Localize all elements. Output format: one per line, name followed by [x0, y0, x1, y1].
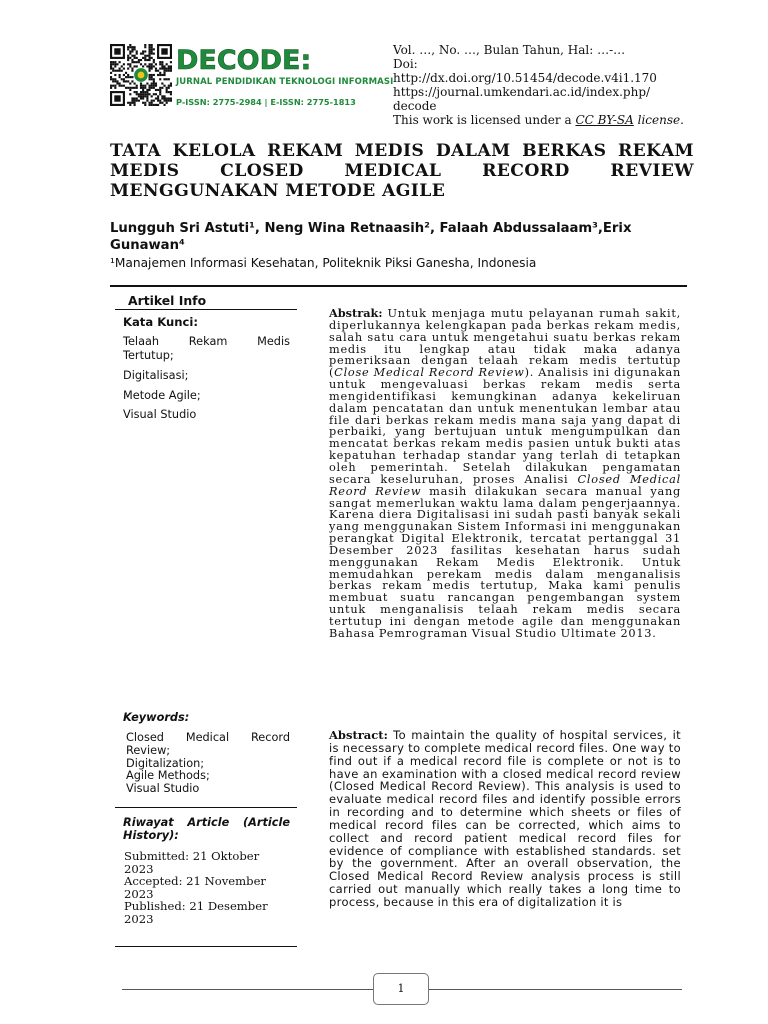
sidebar-divider-2 — [115, 807, 297, 808]
article-history-label: Riwayat Article (Article History): — [123, 816, 290, 842]
volume-line: Vol. …, No. …, Bulan Tahun, Hal: …-… — [393, 43, 626, 57]
kata-kunci-label: Kata Kunci: — [123, 315, 198, 329]
kata-kunci-item: Metode Agile; — [123, 389, 201, 402]
doi-link[interactable]: http://dx.doi.org/10.51454/decode.v4i1.170 — [393, 71, 657, 85]
journal-logo — [176, 45, 394, 107]
abstrak-text: ). Analisis ini digunakan untuk mengevaluasi berkas rekam medis serta mengidentifikasi kemungkinan adanya kekeliruan dalam pencatatan dan untuk menentukan lembar atau file dari berkas rekam medis mana saja yang dapat di perbaiki, yang bertujuan untuk mengumpulkan dan mencatat berkas rekam medis pasien untuk bukti atas kepatuhan terhadap standar yang terlah di tetapkan oleh pemerintah. Setelah dilakukan pengamatan secara keseluruhan, proses Analisi — [329, 366, 681, 486]
keyword-item: Closed Medical Record Review; — [126, 731, 290, 757]
keyword-item: Digitalization; — [126, 757, 205, 770]
keywords-label: Keywords: — [123, 711, 190, 724]
submitted-date: Submitted: 21 Oktober 2023 — [124, 849, 260, 876]
kata-kunci-item: Telaah Rekam Medis Tertutup; — [123, 335, 290, 362]
qr-code-icon — [110, 44, 172, 106]
abstract-label: Abstract: — [329, 728, 388, 742]
abstrak-text: masih dilakukan secara manual yang sangat memerlukan waktu lama dalam pengerjaannya. Karena diera Digitalisasi ini sudah pasti banyak sekali yang menggunakan Sistem Informasi ini menggunakan perangkat Digital Elektronik, tercatat pertanggal 31 Desember 2023 fasilitas kesehatan harus sudah menggunakan Rekam Medis Elektronik. Untuk memudahkan perekam medis dalam menganalisis berkas rekam medis tertutup, Maka kami penulis membuat suatu rancangan pengembangan system untuk menganalisis telaah rekam medis secara tertutup ini dengan metode agile dan menggunakan Bahasa Pemrograman Visual Studio Ultimate 2013. — [329, 484, 681, 640]
license-prefix: This work is licensed under a — [393, 113, 572, 127]
abstract-text: To maintain the quality of hospital services, it is necessary to complete medical record files. One way to find out if a medical record file is complete or not is to have an examination with a closed medical record review (Closed Medical Record Review). This analysis is used to evaluate medical record files and identify possible errors in recording and to determine which sheets or files of medical record files can be corrected, which aims to collect and record patient medical record files for evidence of compliance with established standards. set by the government. After an overall observation, the Closed Medical Record Review analysis process is still carried out manually which really takes a long time to process, because in this era of digitalization it is — [329, 728, 681, 909]
author-line-2: Gunawan⁴ — [110, 238, 185, 253]
affiliation: ¹Manajemen Informasi Kesehatan, Politeknik Piksi Ganesha, Indonesia — [110, 256, 537, 270]
keyword-item: Visual Studio — [126, 782, 200, 795]
abstract-english — [329, 729, 681, 909]
journal-url-line2[interactable]: decode — [393, 99, 437, 113]
license-link[interactable]: CC BY-SA — [575, 113, 634, 127]
abstrak-label: Abstrak: — [329, 306, 383, 320]
abstrak-indonesian — [329, 308, 681, 640]
sidebar-divider-1 — [115, 309, 297, 310]
accepted-date: Accepted: 21 November 2023 — [124, 874, 266, 901]
logo-issn: P-ISSN: 2775-2984 | E-ISSN: 2775-1813 — [176, 97, 356, 107]
kata-kunci-item: Digitalisasi; — [123, 369, 189, 382]
abstrak-text: Untuk menjaga mutu pelayanan rumah sakit, diperlukannya kelengkapan pada berkas rekam medis, salah satu cara untuk mengetahui suatu berkas rekam medis itu lengkap atau tidak maka adanya pemeriksaan dengan telaah rekam medis tertutup ( — [329, 307, 681, 380]
abstrak-italic-term: Close Medical Record Review — [334, 366, 525, 380]
license-line — [393, 113, 693, 127]
keyword-item: Agile Methods; — [126, 769, 210, 782]
published-date: Published: 21 Desember 2023 — [124, 899, 268, 926]
logo-subtitle: JURNAL PENDIDIKAN TEKNOLOGI INFORMASI — [176, 77, 394, 87]
journal-meta — [393, 43, 693, 127]
page-number: 1 — [373, 973, 429, 1005]
article-title: TATA KELOLA REKAM MEDIS DALAM BERKAS REKAM MEDIS CLOSED MEDICAL RECORD REVIEW MENGGUNAKAN METODE AGILE — [110, 141, 694, 201]
license-suffix: license. — [637, 113, 684, 127]
doi-label: Doi: — [393, 57, 418, 71]
artikel-info-heading: Artikel Info — [128, 293, 207, 308]
top-divider — [110, 285, 687, 287]
sidebar-divider-3 — [115, 946, 297, 947]
abstrak-italic-term: Closed Medical Reord Review — [329, 472, 681, 498]
logo-name: DECODE: — [176, 45, 312, 76]
journal-url-line1[interactable]: https://journal.umkendari.ac.id/index.php/ — [393, 85, 651, 99]
kata-kunci-item: Visual Studio — [123, 408, 197, 421]
author-line-1: Lungguh Sri Astuti¹, Neng Wina Retnaasih², Falaah Abdussalaam³,Erix — [110, 221, 632, 236]
author-list — [110, 220, 694, 254]
